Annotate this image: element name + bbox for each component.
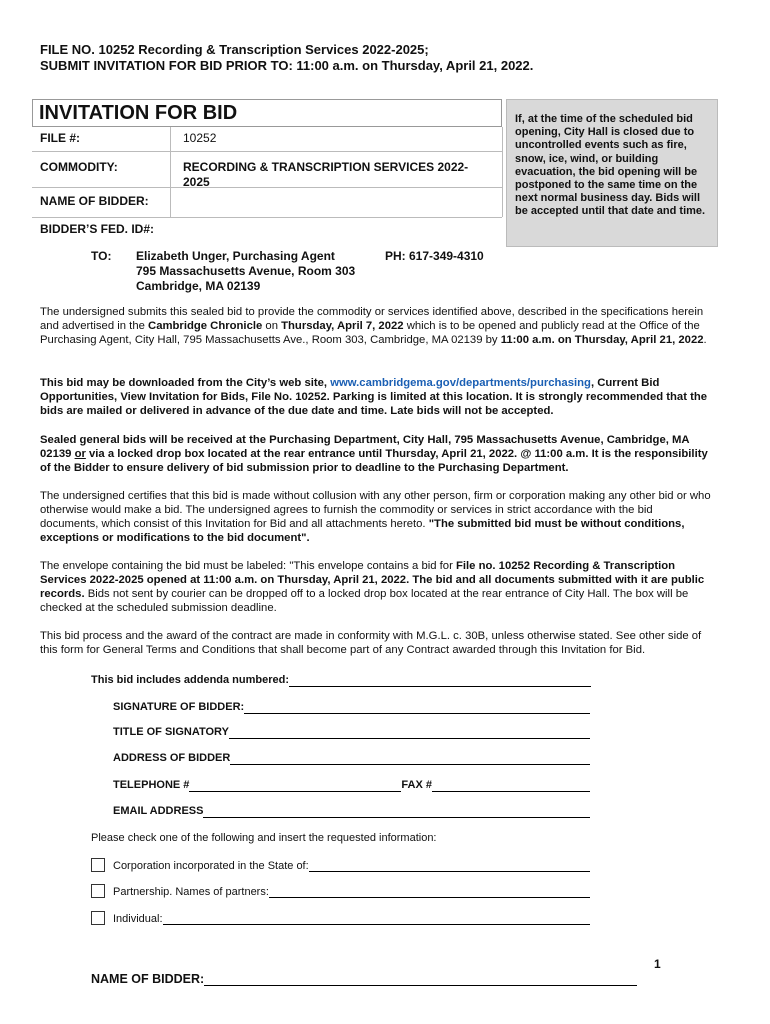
email-label: EMAIL ADDRESS xyxy=(113,805,204,817)
individual-field[interactable] xyxy=(163,913,590,925)
p1-newspaper: Cambridge Chronicle xyxy=(148,320,263,332)
paragraph-envelope xyxy=(40,559,712,615)
email-field[interactable] xyxy=(203,805,590,818)
fed-id-label: BIDDER’S FED. ID#: xyxy=(40,222,155,236)
paragraph-mgl: This bid process and the award of the contract are made in conformity with M.G.L. c. 30B, unless otherwise stated. See other side of this form for General Terms and Conditions that shall become part of any Contract awarded through this Invitation for Bid. xyxy=(40,630,702,656)
telephone-label: TELEPHONE # xyxy=(113,779,190,791)
commodity-label: COMMODITY: xyxy=(40,160,118,174)
paragraph-certification xyxy=(40,489,712,545)
notice-line: postponed to the same time on the xyxy=(515,179,698,192)
closure-notice-box xyxy=(506,99,718,247)
p4-text: The undersigned certifies that this bid is made without collusion with any other person, firm or corporation making any other bid or who otherwise would make a bid. The undersigned agrees to furnish the commodity or services in strict accordance with the bid documents, which consist of this Invitation for Bid and all attachments hereto. xyxy=(40,490,711,530)
purchasing-website-link[interactable]: www.cambridgema.gov/departments/purchasing xyxy=(330,377,591,389)
commodity-value-line-2: 2025 xyxy=(183,175,210,189)
addenda-label: This bid includes addenda numbered: xyxy=(91,674,290,686)
p2-text: This bid may be downloaded from the City’s web site, xyxy=(40,377,331,389)
addenda-row xyxy=(91,674,591,687)
form-title: INVITATION FOR BID xyxy=(32,99,502,127)
signature-label: SIGNATURE OF BIDDER: xyxy=(113,701,245,713)
individual-row xyxy=(113,913,590,925)
p5-text: Bids not sent by courier can be dropped off to a locked drop box located at the rear entrance of City Hall. The box will be checked at the scheduled submission deadline. xyxy=(40,588,689,614)
addenda-field[interactable] xyxy=(289,674,591,687)
name-of-bidder-label: NAME OF BIDDER: xyxy=(40,194,149,208)
page-number: 1 xyxy=(654,957,661,971)
p5-bold: File no. 10252 Recording & Transcription Services 2022-2025 opened at 11:00 a.m. on Thursday, April 21, 2022. The bid and all documents submitted with it are public records. xyxy=(40,560,705,600)
notice-line: be accepted until that date and time. xyxy=(515,205,706,218)
agent-name: Elizabeth Unger, Purchasing Agent xyxy=(136,249,335,263)
to-label: TO: xyxy=(91,249,112,263)
notice-line: If, at the time of the scheduled bid xyxy=(515,113,693,125)
partnership-row xyxy=(113,886,590,898)
signature-row xyxy=(113,701,590,714)
corporation-label: Corporation incorporated in the State of: xyxy=(113,860,309,872)
partners-field[interactable] xyxy=(269,886,590,898)
document-header xyxy=(40,42,533,74)
notice-line: uncontrolled events such as fire, xyxy=(515,139,687,152)
footer-bidder-label: NAME OF BIDDER: xyxy=(91,972,205,986)
paragraph-download xyxy=(40,376,712,418)
file-number-value: 10252 xyxy=(183,131,217,145)
address-field[interactable] xyxy=(230,752,590,765)
file-number-label: FILE #: xyxy=(40,131,81,145)
p1-deadline: 11:00 a.m. on Thursday, April 21, 2022 xyxy=(500,334,704,346)
notice-line: next normal business day. Bids will xyxy=(515,192,701,205)
fax-field[interactable] xyxy=(432,779,590,792)
address-row xyxy=(113,752,590,765)
p3-text: Sealed general bids will be received at the Purchasing Department, City Hall, 795 Massachusetts Avenue, Cambridge, MA 02139 xyxy=(40,434,690,460)
email-row xyxy=(113,805,590,818)
p4-bold: "The submitted bid must be without conditions, exceptions or modifications to the bid document". xyxy=(40,518,685,544)
partnership-checkbox[interactable] xyxy=(91,884,105,898)
footer-bidder-field[interactable] xyxy=(204,972,637,986)
title-row xyxy=(113,726,590,739)
address-label: ADDRESS OF BIDDER xyxy=(113,752,231,764)
notice-line: snow, ice, wind, or building xyxy=(515,152,659,165)
corporation-row xyxy=(113,860,590,872)
title-label: TITLE OF SIGNATORY xyxy=(113,726,229,738)
header-line-2: SUBMIT INVITATION FOR BID PRIOR TO: 11:00 a.m. on Thursday, April 21, 2022. xyxy=(40,58,534,73)
p5-text: The envelope containing the bid must be labeled: "This envelope contains a bid for xyxy=(40,560,456,572)
p2-text: , Current Bid Opportunities, View Invitation for Bids, File No. 10252. Parking is limited at this location. It is strongly recommended that the bids are mailed or delivered in advance of the due date and time. Late bids will not be accepted. xyxy=(40,377,708,417)
partnership-label: Partnership. Names of partners: xyxy=(113,886,269,898)
p3-text: via a locked drop box located at the rear entrance until Thursday, April 21, 2022. @ 11:00 a.m. It is the responsibility of the Bidder to ensure delivery of bid submission prior to deadline to the Purchasing Department. xyxy=(40,448,708,474)
title-field[interactable] xyxy=(229,726,590,739)
p1-date: Thursday, April 7, 2022 xyxy=(281,320,404,332)
signature-field[interactable] xyxy=(244,701,590,714)
individual-checkbox[interactable] xyxy=(91,911,105,925)
phone-fax-row xyxy=(113,779,590,792)
paragraph-submission xyxy=(40,305,712,347)
p1-text: The undersigned submits this sealed bid to provide the commodity or services identified above, described in the specifications herein and advertised in the xyxy=(40,306,704,332)
notice-line: evacuation, the bid opening will be xyxy=(515,165,698,178)
p3-or: or xyxy=(74,448,86,460)
telephone-field[interactable] xyxy=(189,779,401,792)
purchasing-agent-address xyxy=(136,249,355,294)
p1-text: . xyxy=(703,334,707,346)
agent-phone: PH: 617-349-4310 xyxy=(385,249,484,263)
corporation-state-field[interactable] xyxy=(309,860,590,872)
p1-text: on xyxy=(262,320,282,332)
agent-address-1: 795 Massachusetts Avenue, Room 303 xyxy=(136,264,356,278)
fed-id-field[interactable] xyxy=(171,218,501,240)
notice-line: opening, City Hall is closed due to xyxy=(515,126,695,139)
paragraph-sealed-bids xyxy=(40,433,712,475)
header-line-1: FILE NO. 10252 Recording & Transcription Services 2022-2025; xyxy=(40,42,429,57)
fax-label: FAX # xyxy=(401,779,432,791)
grid-divider xyxy=(32,151,502,152)
entity-instruction: Please check one of the following and insert the requested information: xyxy=(91,832,437,844)
individual-label: Individual: xyxy=(113,913,163,925)
corporation-checkbox[interactable] xyxy=(91,858,105,872)
footer-bidder-row xyxy=(91,972,637,986)
grid-divider xyxy=(502,127,503,217)
agent-address-2: Cambridge, MA 02139 xyxy=(136,279,261,293)
name-of-bidder-field[interactable] xyxy=(171,189,501,215)
commodity-value-line-1: RECORDING & TRANSCRIPTION SERVICES 2022- xyxy=(183,160,469,174)
commodity-value xyxy=(183,160,468,190)
p1-text: which is to be opened and publicly read at the Office of the Purchasing Agent, City Hall, 795 Massachusetts Ave., Room 303, Cambridge, MA 02139 by xyxy=(40,320,700,346)
